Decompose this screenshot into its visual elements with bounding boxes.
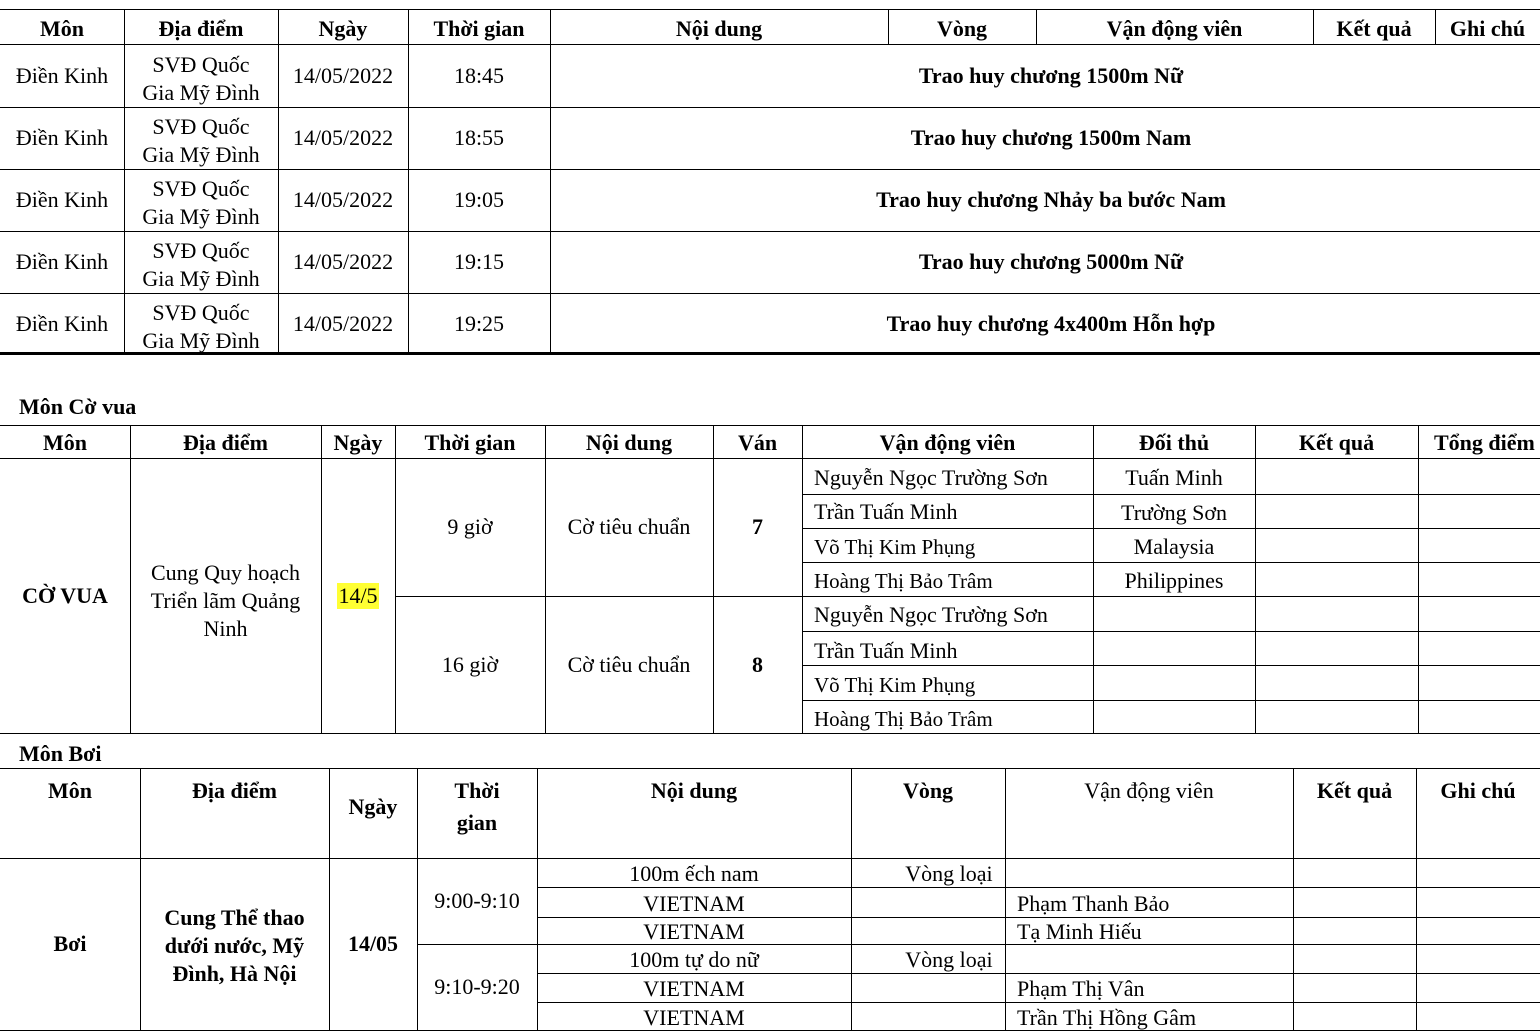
column-header: gian <box>456 810 498 835</box>
table-cell-sport: CỜ VUA <box>22 582 108 608</box>
column-header: Ngày <box>318 16 368 41</box>
table-cell-round: 7 <box>752 514 763 539</box>
table-cell-time: 9:10-9:20 <box>434 974 520 999</box>
column-header: Thời gian <box>424 430 516 455</box>
table-cell-athlete: Tạ Minh Hiếu <box>1017 918 1142 944</box>
table-cell-venue: SVĐ Quốc <box>152 52 250 78</box>
table-cell-athlete: Phạm Thị Vân <box>1017 975 1145 1001</box>
highlighted-date: 14/5 <box>338 582 378 608</box>
table-cell-athlete <box>1017 859 1293 888</box>
column-header: Vòng <box>902 778 954 803</box>
column-header: Vận động viên <box>1106 16 1243 41</box>
table-cell-content: Cờ tiêu chuẩn <box>567 514 691 539</box>
table-border <box>1416 768 1417 1030</box>
table-border <box>1005 768 1006 1030</box>
table-cell-athlete <box>1017 945 1293 974</box>
table-cell-athlete: Trần Thị Hồng Gâm <box>1017 1004 1197 1030</box>
table-border <box>0 425 1540 426</box>
table-border <box>802 494 1540 495</box>
column-header: Vận động viên <box>879 430 1016 455</box>
table-cell-opponent: Tuấn Minh <box>1125 465 1223 490</box>
table-cell-content: 100m ếch nam <box>629 860 759 886</box>
table-cell-date: 14/05/2022 <box>292 249 394 274</box>
table-cell-venue: Gia Mỹ Đình <box>142 328 260 354</box>
table-cell-opponent: Malaysia <box>1133 534 1215 559</box>
column-header: Địa điểm <box>158 16 244 41</box>
table-cell-venue: Cung Thể thao <box>164 905 305 930</box>
table-cell-athlete: Phạm Thanh Bảo <box>1017 890 1170 916</box>
table-border <box>802 425 803 733</box>
table-cell-round: Vòng loại <box>905 860 993 886</box>
table-cell-time: 9 giờ <box>447 514 493 539</box>
table-cell-time: 19:15 <box>453 249 505 274</box>
table-border <box>140 768 141 1030</box>
table-border <box>0 768 1540 769</box>
column-header: Nội dung <box>585 430 673 455</box>
table-cell-venue: Gia Mỹ Đình <box>142 266 260 292</box>
column-header: Vòng <box>936 16 988 41</box>
column-header: Ngày <box>333 430 383 455</box>
table-cell-round <box>851 1003 1005 1032</box>
section-title-swimming: Môn Bơi <box>19 741 102 766</box>
column-header: Môn <box>43 430 87 455</box>
table-cell-date: 14/05/2022 <box>292 311 394 336</box>
table-cell-date: 14/05/2022 <box>292 125 394 150</box>
table-cell-venue: Triển lãm Quảng <box>150 588 301 613</box>
table-cell-time: 18:55 <box>453 125 505 150</box>
table-cell-venue: Ninh <box>203 616 248 641</box>
column-header: Kết quả <box>1336 16 1412 41</box>
table-cell-venue: SVĐ Quốc <box>152 300 250 326</box>
column-header: Kết quả <box>1298 430 1375 455</box>
column-header: Ghi chú <box>1449 16 1526 41</box>
table-cell-round: Vòng loại <box>905 946 993 972</box>
table-cell-venue: dưới nước, Mỹ <box>164 933 305 958</box>
table-cell-venue: Gia Mỹ Đình <box>142 80 260 106</box>
table-cell-round: 8 <box>752 651 763 677</box>
column-header: Môn <box>40 16 84 41</box>
table-cell-date: 14/05/2022 <box>292 187 394 212</box>
section-title-chess: Môn Cờ vua <box>19 394 137 419</box>
table-cell-content: VIETNAM <box>643 975 745 1001</box>
column-header: Ngày <box>348 794 398 819</box>
table-border <box>0 9 1540 10</box>
table-cell-time: 19:05 <box>453 187 505 212</box>
table-cell-athlete: Nguyễn Ngọc Trường Sơn <box>814 602 1048 627</box>
table-cell-athlete: Võ Thị Kim Phụng <box>814 534 976 559</box>
table-cell-round <box>851 974 1005 1003</box>
table-cell-athlete: Hoàng Thị Bảo Trâm <box>814 568 993 593</box>
column-header: Thời gian <box>433 16 525 41</box>
table-border <box>0 733 1540 734</box>
table-cell-venue: SVĐ Quốc <box>152 176 250 202</box>
column-header: Kết quả <box>1316 778 1393 803</box>
column-header: Địa điểm <box>183 430 268 455</box>
table-cell-sport: Điền Kinh <box>15 311 109 336</box>
table-cell-content: Trao huy chương 1500m Nam <box>910 125 1192 150</box>
table-cell-sport: Điền Kinh <box>15 187 109 212</box>
table-cell-athlete: Võ Thị Kim Phụng <box>814 672 976 697</box>
table-border <box>802 631 1540 632</box>
table-cell-content: Trao huy chương 1500m Nữ <box>918 63 1184 88</box>
table-cell-sport: Điền Kinh <box>15 249 109 274</box>
column-header: Ghi chú <box>1440 778 1516 803</box>
table-cell-date: 14/05/2022 <box>292 63 394 88</box>
table-border <box>1418 425 1419 733</box>
table-cell-venue: Đình, Hà Nội <box>172 961 297 986</box>
table-cell-content: Cờ tiêu chuẩn <box>567 651 691 677</box>
table-cell-date <box>321 458 395 733</box>
table-cell-sport: Điền Kinh <box>15 63 109 88</box>
table-cell-venue: Cung Quy hoạch <box>150 560 301 585</box>
column-header: Môn <box>48 778 92 803</box>
table-cell-round <box>851 889 1005 918</box>
table-cell-venue: Gia Mỹ Đình <box>142 142 260 168</box>
table-cell-sport: Bơi <box>53 931 87 956</box>
table-cell-opponent: Philippines <box>1124 568 1224 593</box>
table-border <box>1293 768 1294 1030</box>
table-cell-content: VIETNAM <box>643 918 745 944</box>
column-header: Nội dung <box>650 778 738 803</box>
column-header: Nội dung <box>675 16 763 41</box>
table-cell-time: 18:45 <box>453 63 505 88</box>
table-cell-time: 16 giờ <box>441 651 499 677</box>
table-cell-date: 14/05 <box>347 931 399 956</box>
table-border <box>1255 425 1256 733</box>
table-cell-round <box>851 917 1005 946</box>
column-header: Thời <box>454 778 500 803</box>
table-cell-sport: Điền Kinh <box>15 125 109 150</box>
table-cell-content: VIETNAM <box>643 1004 745 1030</box>
column-header: Vận động viên <box>1084 778 1214 803</box>
column-header: Tổng điểm <box>1434 430 1535 455</box>
table-cell-opponent: Trường Sơn <box>1121 500 1227 525</box>
table-cell-time: 19:25 <box>453 311 505 336</box>
table-cell-athlete: Nguyễn Ngọc Trường Sơn <box>814 465 1048 490</box>
table-cell-athlete: Trần Tuấn Minh <box>814 499 958 524</box>
column-header: Ván <box>737 430 778 455</box>
table-cell-athlete: Hoàng Thị Bảo Trâm <box>814 706 993 731</box>
table-cell-athlete: Trần Tuấn Minh <box>814 638 958 663</box>
table-cell-content: VIETNAM <box>643 890 745 916</box>
table-cell-venue: SVĐ Quốc <box>152 238 250 264</box>
table-cell-content: Trao huy chương Nhảy ba bước Nam <box>876 187 1226 212</box>
table-cell-content: Trao huy chương 4x400m Hỗn hợp <box>886 311 1216 336</box>
column-header: Đối thủ <box>1138 430 1210 455</box>
table-cell-venue: SVĐ Quốc <box>152 114 250 140</box>
table-cell-venue: Gia Mỹ Đình <box>142 204 260 230</box>
column-header: Địa điểm <box>192 778 277 803</box>
table-cell-content: 100m tự do nữ <box>629 946 759 972</box>
table-cell-time: 9:00-9:10 <box>434 888 520 913</box>
table-cell-content: Trao huy chương 5000m Nữ <box>918 249 1184 274</box>
